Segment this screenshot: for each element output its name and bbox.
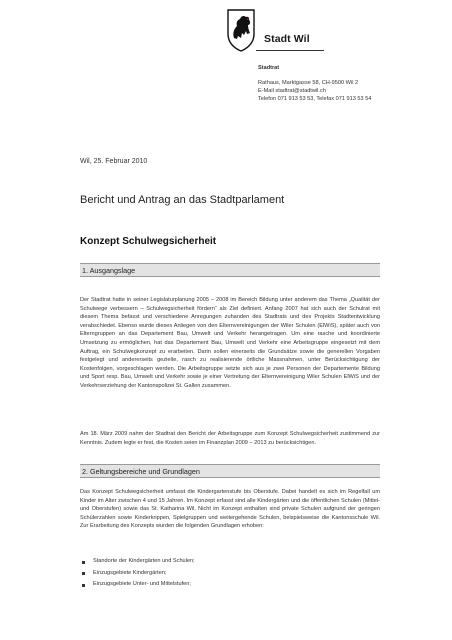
paragraph: Das Konzept Schulwegsicherheit umfasst die Kindergartenstufe bis Oberstufe. Dabei handelt es sich im Regelfall um Kinder im Alter zwischen 4 und 15 Jahren. Im Konzept erfasst sind alle Kindergärten und die öffentlichen Schulen (Mittel- und Oberstufen) sowie das St. Katharina Wil. Nicht im Konzept enthalten sind private Schulen aufgrund der geringen Schülerzahlen sowie Kinderkrippen, Spielgruppen und weitergehende Schulen, beispielsweise die Kantonsschule Wil. Zur Erarbeitung des Konzepts wurden die folgenden Grundlagen erhoben:: [80, 489, 380, 530]
address-org: Stadtrat: [258, 65, 280, 71]
brand-name: Stadt Wil: [264, 33, 310, 45]
header-rule: [256, 50, 324, 51]
section-heading: 2. Geltungsbereiche und Grundlagen: [82, 467, 200, 476]
section-heading-bar: [80, 464, 380, 478]
list-item: Standorte der Kindergärten und Schulen;: [80, 556, 380, 568]
section-heading-bar: [80, 263, 380, 277]
bear-crest-icon: [226, 8, 256, 52]
list-item: Einzugsgebiete Kindergärten;: [80, 568, 380, 580]
paragraph: Der Stadtrat hatte in seiner Legislaturplanung 2005 – 2008 im Bereich Bildung unter anderem das Thema „Qualität der Schulwege verbessern – Schulwegsicherheit fördern“ als Ziel definiert. Anfang 2007 hat sich auch der Schulrat mit diesem Thema befasst und verschiedene Anregungen zuhanden des Stadtrats und des Projekts Stadtentwicklung verabschiedet. Ebenso wurde dieses Anliegen von den Elternvereinigungen der Wiler Schulen (ElWiS), später auch von Elterngruppen an das Departement Bau, Umwelt und Verkehr herangetragen. Um eine rasche und koordinierte Umsetzung zu ermöglichen, hat das Departement Bau, Umwelt und Verkehr eine Arbeitsgruppe eingesetzt mit dem Auftrag, ein Schulwegkonzept zu erarbeiten. Darin sollen einerseits die Grundsätze sowie die generellen Vorgaben festgelegt und andererseits gezielte, rasch zu realisierende örtliche Massnahmen, unter Berücksichtigung der Kostenfolgen, vorgeschlagen werden. Die Arbeitsgruppe setzte sich aus je zwei Personen der Departemente Bildung und Sport resp. Bau, Umwelt und Verkehr sowie je einer Vertretung der Elternvereinigung Wiler Schulen ElWiS und der Verkehrserziehung der Kantonspolizei St. Gallen zusammen.: [80, 297, 380, 389]
address-line: Rathaus, Marktgasse 58, CH-9500 Wil 2: [258, 80, 359, 86]
document-date: Wil, 25. Februar 2010: [80, 158, 148, 165]
address-email: E-Mail stadtrat@stadtwil.ch: [258, 88, 326, 94]
section-heading: 1. Ausgangslage: [82, 266, 136, 275]
paragraph: Am 18. März 2009 nahm der Stadtrat den Bericht der Arbeitsgruppe zum Konzept Schulwegsicherheit zustimmend zur Kenntnis. Zudem legte er fest, die Kosten seien im Finanzplan 2009 – 2013 zu berücksichtigen.: [80, 431, 380, 446]
address-block: [258, 64, 371, 103]
document-subtitle: Konzept Schulwegsicherheit: [80, 236, 217, 247]
bullet-list: [80, 556, 380, 591]
address-phone: Telefon 071 913 53 53, Telefax 071 913 53 54: [258, 96, 372, 102]
list-item: Einzugsgebiete Unter- und Mittelstufen;: [80, 579, 380, 591]
document-title: Bericht und Antrag an das Stadtparlament: [80, 194, 285, 206]
